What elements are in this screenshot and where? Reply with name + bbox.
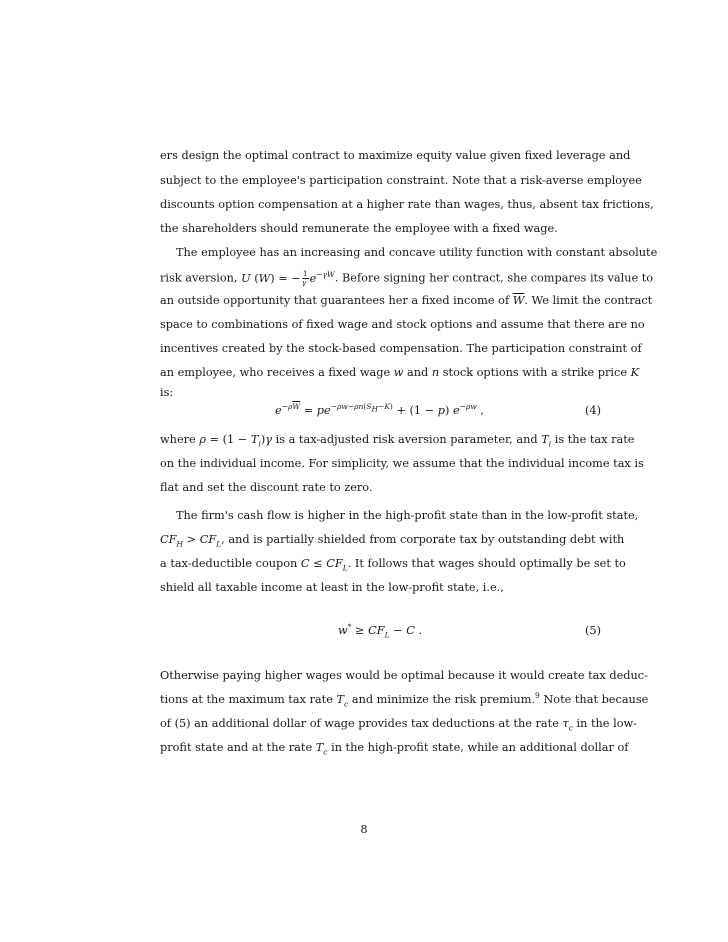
equation-4-expression: $e^{-\rho\overline{W}} = pe^{-\rho w-\rho n(S_H-K)} + (1 - p)$ $e^{-\rho w}$ ,: [275, 402, 484, 417]
body-text-line: subject to the employee's participation constraint. Note that a risk-averse employee: [160, 174, 642, 187]
body-text-line: incentives created by the stock-based compensation. The participation constraint of: [160, 342, 642, 355]
body-text-line: $CF_H > CF_L$, and is partially shielded from corporate tax by outstanding debt with: [160, 533, 625, 549]
body-text-line: on the individual income. For simplicity, we assume that the individual income tax is: [160, 457, 644, 470]
body-text-line: flat and set the discount rate to zero.: [160, 481, 373, 494]
footnote-marker: 9: [535, 691, 540, 701]
body-text-line: where $\rho = (1 - T_i)\gamma$ is a tax-adjusted risk aversion parameter, and $T_i$ is the tax rate: [160, 433, 635, 449]
equation-5-number: (5): [584, 624, 601, 637]
page-number: 8: [360, 823, 368, 836]
body-text-line: shield all taxable income at least in the low-profit state, i.e.,: [160, 581, 504, 594]
body-text-line: a tax-deductible coupon $C \le CF_L$. It follows that wages should optimally be set to: [160, 557, 626, 573]
body-text-line: ers design the optimal contract to maximize equity value given fixed leverage and: [160, 149, 631, 162]
body-text-line: The employee has an increasing and concave utility function with constant absolute: [176, 246, 658, 259]
body-text-line: profit state and at the rate $T_c$ in the high-profit state, while an additional dollar of: [160, 741, 629, 757]
body-text-line: an outside opportunity that guarantees her a fixed income of $\overline{W}$. We limit the contract: [160, 294, 653, 307]
body-text-line: The firm's cash flow is higher in the high-profit state than in the low-profit state,: [176, 509, 639, 522]
utility-formula: U (W) = − $\frac{1}{\gamma}$ $e^{-\gamma W}$: [241, 269, 335, 287]
body-text-line: Otherwise paying higher wages would be optimal because it would create tax deduc-: [160, 669, 648, 682]
equation-4-number: (4): [584, 404, 601, 417]
body-text-line: the shareholders should remunerate the employee with a fixed wage.: [160, 222, 558, 235]
body-text-line: space to combinations of fixed wage and stock options and assume that there are no: [160, 318, 645, 331]
body-text-line: an employee, who receives a fixed wage w and n stock options with a strike price K: [160, 366, 640, 379]
body-text-line: of (5) an additional dollar of wage provides tax deductions at the rate $\tau_c$ in the low-: [160, 717, 637, 733]
body-text-line: discounts option compensation at a higher rate than wages, thus, absent tax frictions,: [160, 198, 654, 211]
body-text-line: risk aversion, U (W) = − $\frac{1}{\gamma}$ $e^{-\gamma W}$. Before signing her contract, she compares its value to: [160, 269, 654, 287]
outside-income-symbol: $\overline{W}$: [512, 294, 525, 307]
body-text-line: is:: [160, 386, 174, 399]
equation-5-expression: $w^* \ge CF_L - C$ .: [338, 622, 423, 640]
body-text-line: tions at the maximum tax rate $T_c$ and minimize the risk premium.$^9$ Note that because: [160, 691, 649, 709]
